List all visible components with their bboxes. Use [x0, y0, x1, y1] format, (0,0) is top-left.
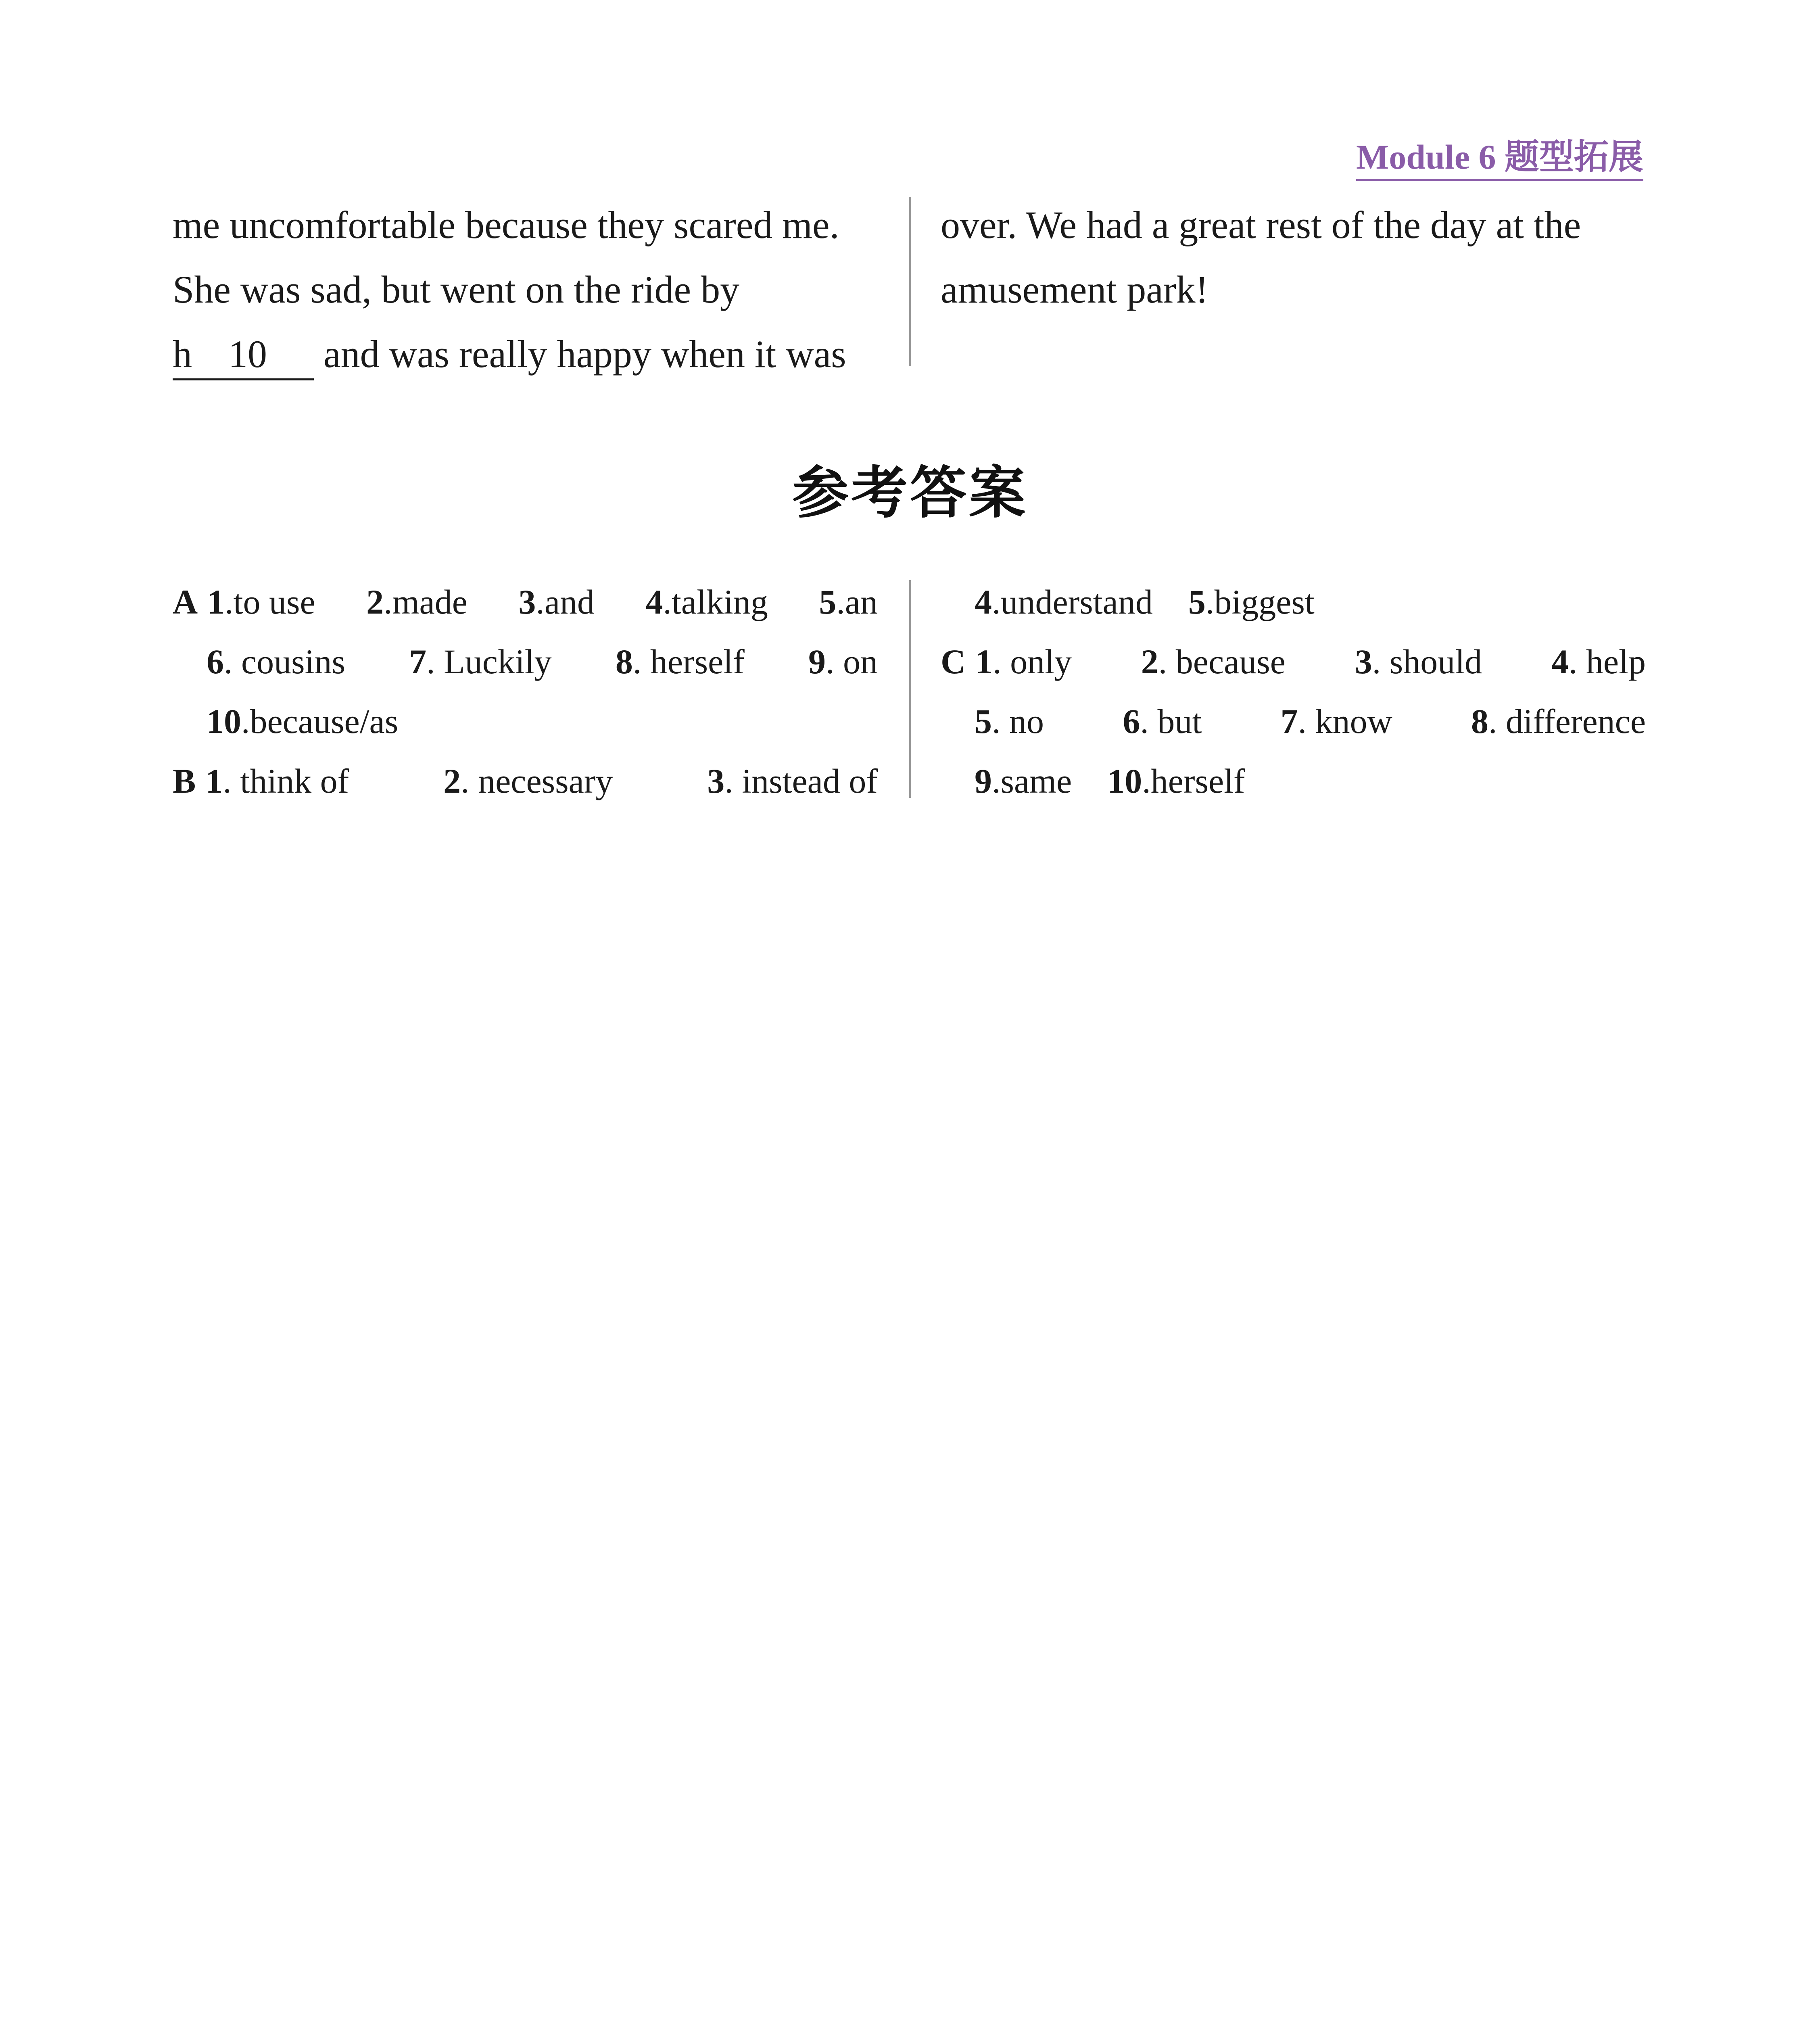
answer-item: 6. but: [1123, 702, 1202, 741]
header-section: 题型拓展: [1505, 138, 1643, 176]
passage-line-text: and was really happy when it was: [324, 332, 846, 376]
answer-item: 3. instead of: [707, 762, 878, 800]
answer-row: [941, 691, 1646, 751]
passage-right-column: [941, 193, 1646, 322]
answer-item: 10.because/as: [207, 702, 399, 741]
column-divider: [909, 197, 911, 366]
passage-line: amusement park!: [941, 268, 1208, 311]
reading-passage: [173, 193, 1647, 374]
answer-row: [173, 751, 878, 811]
answer-row: [941, 751, 1646, 811]
answer-key: [173, 572, 1647, 806]
passage-line: She was sad, but went on the ride by: [173, 268, 740, 311]
answer-key-title: 参考答案: [792, 460, 1028, 526]
header-module: Module 6: [1356, 138, 1496, 176]
answer-row: [173, 572, 878, 632]
answer-row: [173, 632, 878, 691]
answer-item: 6. cousins: [207, 642, 345, 681]
blank-letter: h: [173, 332, 192, 376]
answer-item: 4. help: [1551, 642, 1646, 681]
answer-item: C 1. only: [941, 642, 1072, 681]
section-label-c: C: [941, 642, 966, 681]
answer-item: 4.talking: [645, 583, 768, 621]
answer-left-column: [173, 572, 878, 811]
passage-line: [173, 322, 878, 386]
answer-item: 2.made: [366, 583, 468, 621]
section-label-b: B: [173, 762, 196, 800]
passage-line: over. We had a great rest of the day at the: [941, 203, 1581, 246]
section-label-a: A: [173, 583, 198, 621]
answer-item: A 1.to use: [173, 583, 315, 621]
blank-number: 10: [228, 332, 267, 376]
answer-item: 7. Luckily: [409, 642, 552, 681]
answer-row: [173, 691, 878, 751]
answer-item: 4.understand: [975, 583, 1153, 621]
answer-item: 7. know: [1280, 702, 1392, 741]
answer-item: B 1. think of: [173, 762, 349, 800]
answer-row: [941, 572, 1646, 632]
answer-item: 8. difference: [1471, 702, 1646, 741]
answer-item: 9.same: [975, 762, 1072, 800]
answer-row: [941, 632, 1646, 691]
passage-left-column: [173, 193, 878, 386]
answer-item: 8. herself: [615, 642, 745, 681]
passage-line: me uncomfortable because they scared me.: [173, 203, 839, 246]
answer-item: 3. should: [1355, 642, 1482, 681]
page-header: [1356, 136, 1643, 181]
answer-item: 5. no: [975, 702, 1044, 741]
answer-item: 5.an: [819, 583, 878, 621]
column-divider: [909, 580, 911, 798]
answer-item: 10.herself: [1107, 762, 1245, 800]
answer-right-column: [941, 572, 1646, 811]
answer-item: 5.biggest: [1188, 583, 1315, 621]
answer-item: 2. necessary: [443, 762, 613, 800]
fill-in-blank[interactable]: [173, 330, 314, 380]
answer-item: 2. because: [1141, 642, 1286, 681]
answer-item: 9. on: [808, 642, 878, 681]
answer-item: 3.and: [518, 583, 595, 621]
